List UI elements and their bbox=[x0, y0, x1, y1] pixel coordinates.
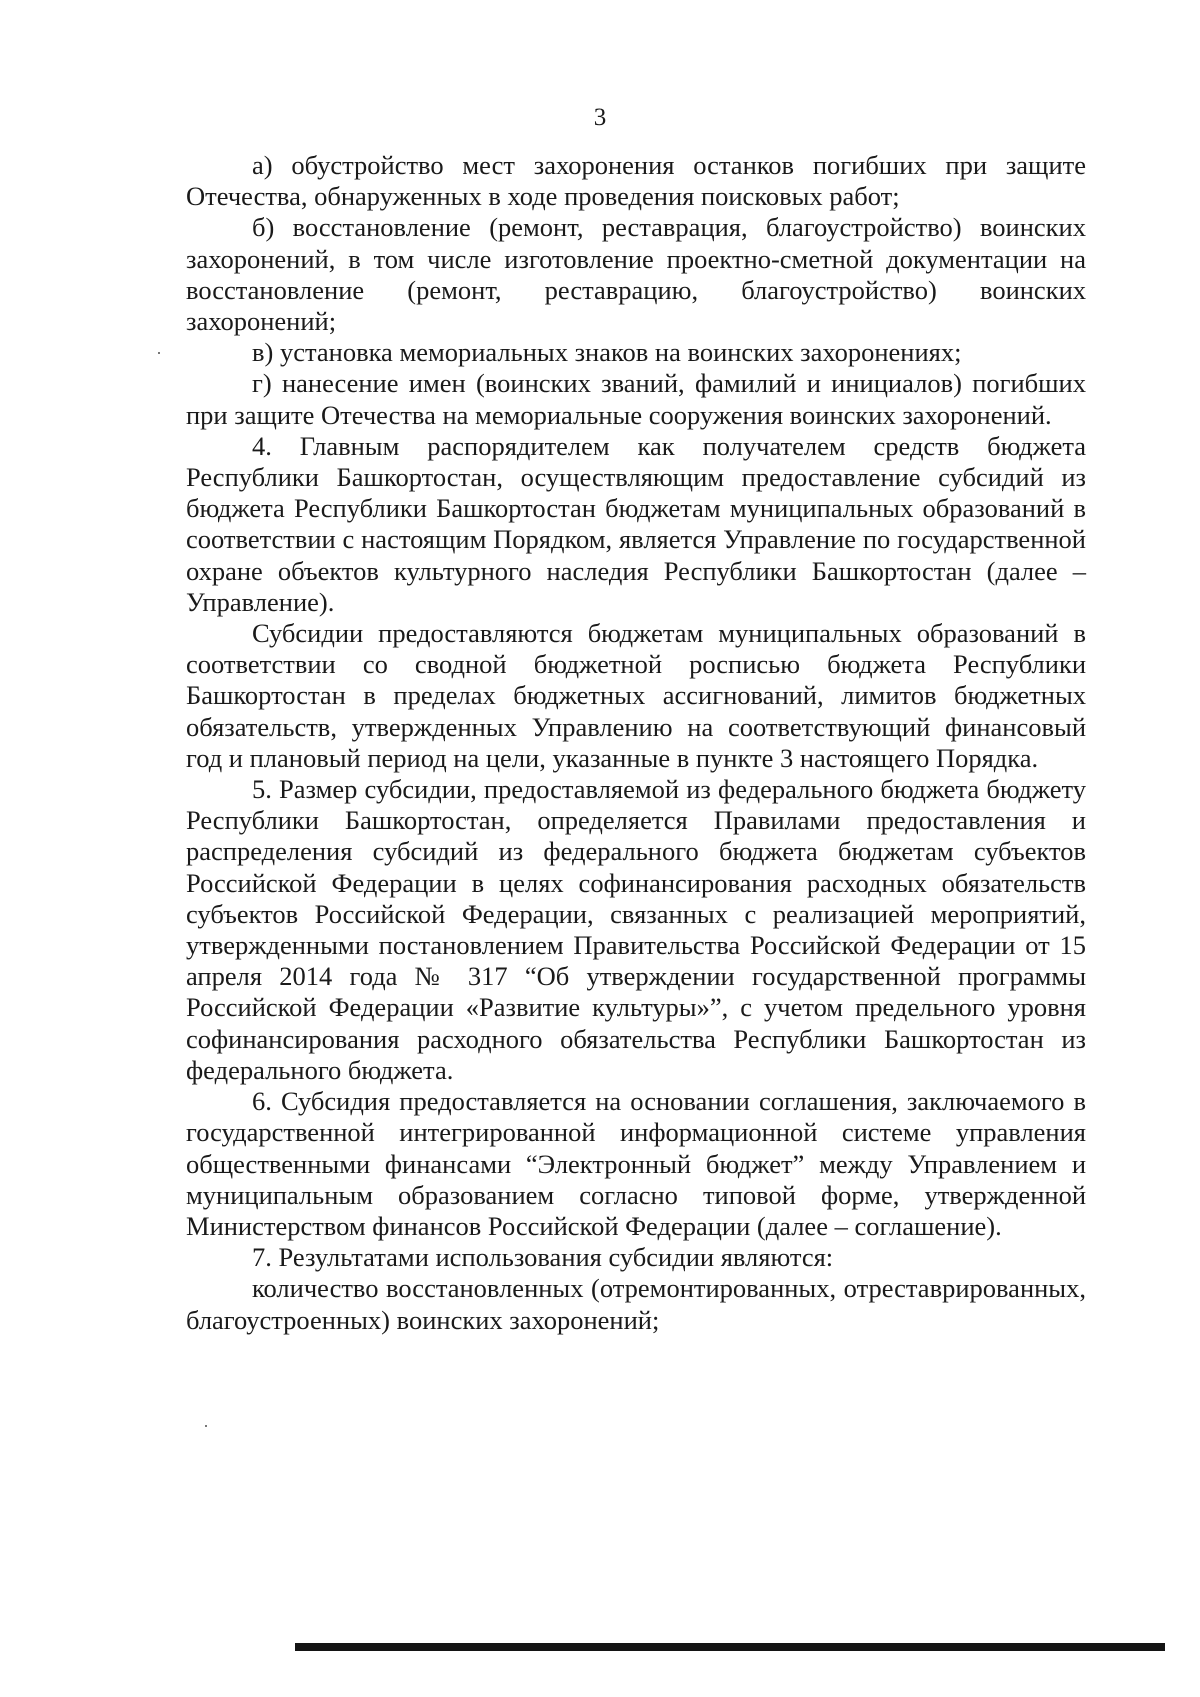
paragraph-clause-4: 4. Главным распорядителем как получателем средств бюджета Республики Башкортостан, осуществляющим предоставление субсидий из бюджета Республики Башкортостан бюджетам муниципальных образований в соответствии с настоящим Порядком, является Управление по государственной охране объектов культурного наследия Республики Башкортостан (далее – Управление). bbox=[186, 430, 1086, 617]
paragraph-clause-7: 7. Результатами использования субсидии являются: bbox=[252, 1242, 834, 1273]
paragraph-subsidies: Субсидии предоставляются бюджетам муниципальных образований в соответствии со сводной бюджетной росписью бюджета Республики Башкортостан в пределах бюджетных ассигнований, лимитов бюджетных обязательств, утвержденных Управлению на соответствующий финансовый год и плановый период на цели, указанные в пункте 3 настоящего Порядка. bbox=[186, 618, 1086, 773]
scan-speck bbox=[158, 352, 160, 354]
document-body bbox=[186, 150, 1086, 1336]
paragraph-results-count: количество восстановленных (отремонтированных, отреставрированных, благоустроенных) воинских захоронений; bbox=[186, 1273, 1086, 1335]
page-number: 3 bbox=[593, 104, 607, 131]
bottom-rule bbox=[295, 1643, 1165, 1651]
paragraph-item-a: а) обустройство мест захоронения останков погибших при защите Отечества, обнаруженных в ходе проведения поисковых работ; bbox=[186, 150, 1086, 212]
scan-speck bbox=[205, 1425, 207, 1427]
paragraph-clause-5: 5. Размер субсидии, предоставляемой из федерального бюджета бюджету Республики Башкортостан, определяется Правилами предоставления и распределения субсидий из федерального бюджета бюджетам субъектов Российской Федерации в целях софинансирования расходных обязательств субъектов Российской Федерации, связанных с реализацией мероприятий, утвержденными постановлением Правительства Российской Федерации от 15 апреля 2014 года № 317 “Об утверждении государственной программы Российской Федерации «Развитие культуры»”, с учетом предельного уровня софинансирования расходного обязательства Республики Башкортостан из федерального бюджета. bbox=[186, 774, 1086, 1085]
paragraph-clause-6: 6. Субсидия предоставляется на основании соглашения, заключаемого в государственной интегрированной информационной системе управления общественными финансами “Электронный бюджет” между Управлением и муниципальным образованием согласно типовой форме, утвержденной Министерством финансов Российской Федерации (далее – соглашение). bbox=[186, 1086, 1086, 1241]
paragraph-item-g: г) нанесение имен (воинских званий, фамилий и инициалов) погибших при защите Отечества на мемориальные сооружения воинских захоронений. bbox=[186, 368, 1086, 430]
paragraph-item-v: в) установка мемориальных знаков на воинских захоронениях; bbox=[252, 337, 962, 368]
paragraph-item-b: б) восстановление (ремонт, реставрация, благоустройство) воинских захоронений, в том числе изготовление проектно-сметной документации на восстановление (ремонт, реставрацию, благоустройство) воинских захоронений; bbox=[186, 212, 1086, 337]
